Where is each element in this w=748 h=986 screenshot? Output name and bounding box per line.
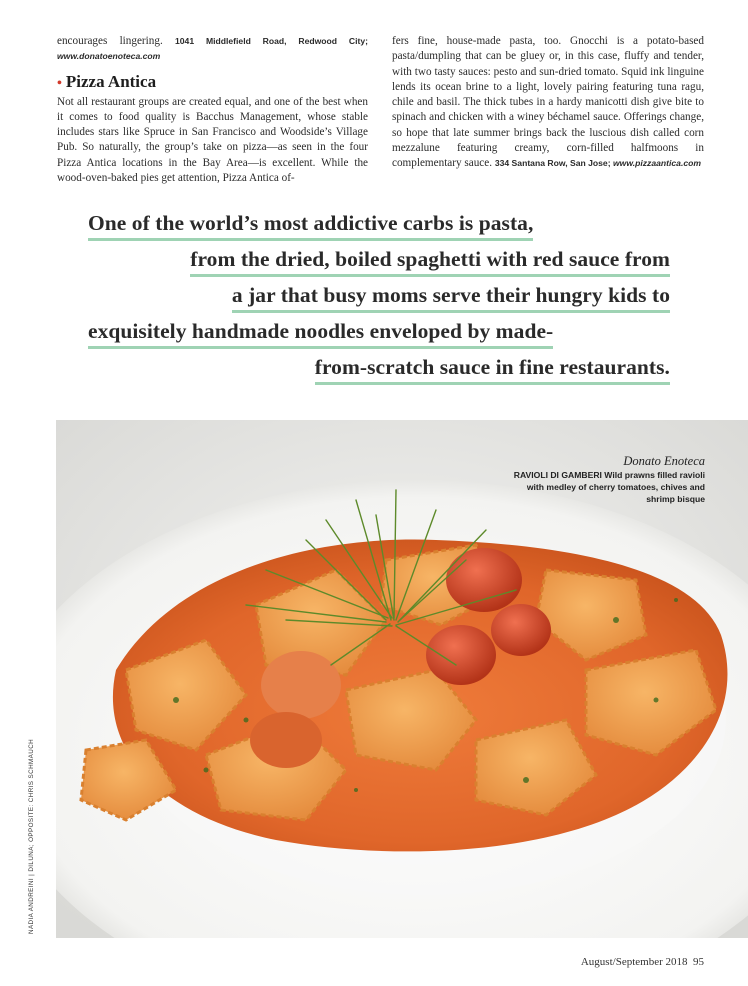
pull-quote-line: from the dried, boiled spaghetti with red sauce from: [190, 246, 670, 277]
intro-paragraph: encourages lingering. 1041 Middlefield Road, Redwood City; www.donatoenoteca.com: [57, 35, 368, 62]
left-column: [57, 34, 368, 186]
bullet-icon: •: [57, 75, 62, 91]
address-donato: 1041 Middlefield Road, Redwood City;: [175, 36, 368, 46]
caption-dish-name: RAVIOLI DI GAMBERI: [513, 470, 602, 480]
pull-quote-line: from-scratch sauce in fine restaurants.: [315, 354, 670, 385]
photo-credit: NADIA ANDREINI | DILUNA; OPPOSITE: CHRIS SCHMAUCH: [28, 738, 35, 934]
pizza-antica-paragraph: Not all restaurant groups are created equal, and one of the best when it comes to food quality is Bacchus Management, whose stable includes stars like Spruce in San Francisco and Woodside’s Village Pub. So naturally, the group’s take on pizza—as seen in the four Pizza Antica locations in the Bay Area—is excellent. While the wood-oven-baked pies get attention, Pizza Antica of-: [57, 95, 368, 185]
section-heading: • Pizza Antica: [57, 71, 157, 91]
continuation-paragraph: fers fine, house-made pasta, too. Gnocchi is a potato-based pasta/dumpling that can be gluey or, in this case, fluffy and tender, with two tasty sauces: pesto and sun-dried tomato. Squid ink linguine lends its ocean brine to a light, lovely pairing featuring tuna ragu, chile and basil. The thick tubes in a hardy manicotti dish give bite to spinach and chicken with a winey béchamel sauce. Offerings change, so hope that late summer brings back the luscious dish called corn mezzalune featuring creamy, corn-filled halfmoons in complementary sauce. 334 Santana Row, San Jose; www.pizzaantica.com: [392, 35, 704, 170]
right-column: [392, 34, 704, 172]
caption-description: RAVIOLI DI GAMBERI Wild prawns filled ravioli with medley of cherry tomatoes, chives and shrimp bisque: [513, 470, 705, 504]
photo-caption: [505, 454, 705, 505]
pull-quote-line: a jar that busy moms serve their hungry kids to: [232, 282, 670, 313]
pull-quote-line: exquisitely handmade noodles enveloped by made-: [88, 318, 553, 349]
pull-quote-line: One of the world’s most addictive carbs is pasta,: [88, 210, 533, 241]
caption-restaurant: Donato Enoteca: [623, 454, 705, 468]
pasta-photo: [56, 420, 748, 938]
url-donato[interactable]: www.donatoenoteca.com: [57, 51, 161, 62]
issue-date: August/September 2018: [580, 956, 688, 968]
url-pizza-antica[interactable]: www.pizzaantica.com: [612, 158, 701, 169]
page-footer: [581, 956, 704, 968]
address-pizza-antica: 334 Santana Row, San Jose;: [494, 158, 613, 169]
page-number: 95: [693, 956, 704, 968]
